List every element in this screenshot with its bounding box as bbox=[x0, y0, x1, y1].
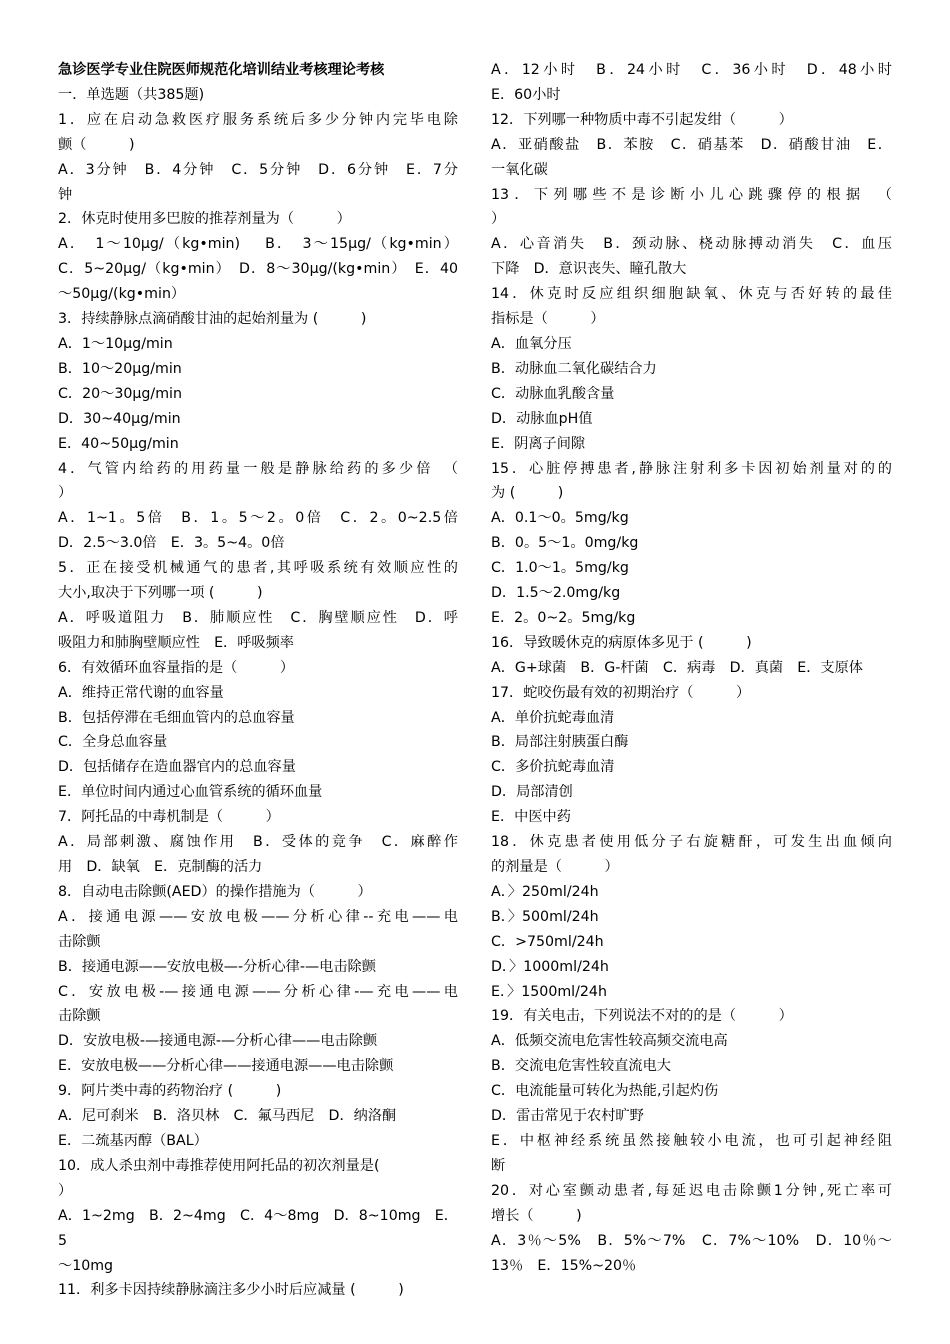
text-line: ～50μg/(kg•min） bbox=[58, 286, 186, 303]
text-line: 5．正在接受机械通气的患者,其呼吸系统有效顺应性的 bbox=[58, 560, 458, 577]
text-line: A．0.1～0。5mg/kg bbox=[491, 510, 629, 527]
text-line: C．多价抗蛇毒血清 bbox=[491, 759, 615, 776]
text-line: 下降 D．意识丧失、瞳孔散大 bbox=[491, 261, 687, 278]
text-line: 20．对心室颤动患者,每延迟电击除颤1分钟,死亡率可 bbox=[491, 1182, 892, 1199]
text-line: A．血氧分压 bbox=[491, 335, 572, 352]
text-line: D．包括储存在造血器官内的总血容量 bbox=[58, 759, 296, 776]
text-line: A．3分钟 B．4分钟 C．5分钟 D．6分钟 E．7分 bbox=[58, 161, 458, 178]
text-line: A．亚硝酸盐 B．苯胺 C．硝基苯 D．硝酸甘油 E． bbox=[491, 136, 892, 153]
text-line: C．1.0～1。5mg/kg bbox=[491, 560, 629, 577]
text-line: D．局部清创 bbox=[491, 784, 573, 801]
text-line: 9．阿片类中毒的药物治疗 ( ) bbox=[58, 1083, 282, 1100]
text-line: E．阴离子间隙 bbox=[491, 435, 586, 452]
text-line: ） bbox=[491, 211, 506, 228]
text-line: ） bbox=[58, 1182, 73, 1199]
left-column bbox=[58, 58, 458, 1303]
text-line: 2．休克时使用多巴胺的推荐剂量为（ ） bbox=[58, 211, 351, 228]
text-line: E．2。0~2。5mg/kg bbox=[491, 609, 636, 626]
text-line: E．60小时 bbox=[491, 86, 561, 103]
text-line: 6．有效循环血容量指的是（ ） bbox=[58, 659, 295, 676]
text-line: 断 bbox=[491, 1157, 506, 1174]
text-line: C．安放电极-—接通电源——分析心律-—充电——电 bbox=[58, 983, 458, 1000]
text-line: D．安放电极-—接通电源-—分析心律——电击除颤 bbox=[58, 1033, 378, 1050]
text-line: E．安放电极——分析心律——接通电源——电击除颤 bbox=[58, 1058, 394, 1075]
text-line: A．尼可刹米 B．洛贝林 C．氟马西尼 D．纳洛酮 bbox=[58, 1108, 397, 1125]
text-line: C．全身总血容量 bbox=[58, 734, 168, 751]
text-line: E．二巯基丙醇（BAL） bbox=[58, 1132, 208, 1149]
text-line: 一．单选题（共385题) bbox=[58, 86, 205, 103]
text-line: A．1～10μg/min bbox=[58, 335, 173, 352]
text-line: B．0。5～1。0mg/kg bbox=[491, 535, 639, 552]
text-line: C．动脉血乳酸含量 bbox=[491, 385, 615, 402]
text-line: E．中医中药 bbox=[491, 809, 571, 826]
text-line: 指标是（ ） bbox=[491, 311, 605, 328]
text-line: A．1~2mg B．2~4mg C．4～8mg D．8~10mg E．5 bbox=[58, 1207, 458, 1249]
text-line: A． 1～10μg/（kg•min) B． 3～15μg/（kg•min） bbox=[58, 236, 458, 253]
text-line: A．心音消失 B．颈动脉、桡动脉搏动消失 C．血压 bbox=[491, 236, 892, 253]
text-line: B．10～20μg/min bbox=[58, 360, 182, 377]
text-line: 1．应在启动急救医疗服务系统后多少分钟内完毕电除 bbox=[58, 111, 458, 128]
text-line: 吸阻力和肺胸壁顺应性 E．呼吸频率 bbox=[58, 634, 294, 651]
text-line: 大小,取决于下列哪一项 ( ) bbox=[58, 585, 263, 602]
document-title: 急诊医学专业住院医师规范化培训结业考核理论考核 bbox=[58, 62, 385, 78]
text-line: A．局部刺激、腐蚀作用 B．受体的竞争 C．麻醉作 bbox=[58, 834, 458, 851]
text-line: B．动脉血二氧化碳结合力 bbox=[491, 360, 657, 377]
text-line: D．30~40μg/min bbox=[58, 410, 181, 427]
text-line: C．5~20μg/（kg•min） D．8～30μg/(kg•min） E．40 bbox=[58, 261, 458, 278]
text-line: D．动脉血pH值 bbox=[491, 410, 593, 427]
text-line: E．〉1500ml/24h bbox=[491, 983, 607, 1000]
text-line: A．低频交流电危害性较高频交流电高 bbox=[491, 1033, 728, 1050]
text-line: C．>750ml/24h bbox=[491, 933, 604, 950]
text-line: D．1.5～2.0mg/kg bbox=[491, 585, 621, 602]
text-line: A．接通电源——安放电极——分析心律--充电——电 bbox=[58, 908, 458, 925]
text-line: 14．休克时反应组织细胞缺氧、休克与否好转的最佳 bbox=[491, 286, 892, 303]
text-line: B．局部注射胰蛋白酶 bbox=[491, 734, 629, 751]
text-line: A．1~1。5倍 B．1。5～2。0倍 C．2。0~2.5倍 bbox=[58, 510, 458, 527]
text-line: C．电流能量可转化为热能,引起灼伤 bbox=[491, 1083, 719, 1100]
text-line: B．交流电危害性较直流电大 bbox=[491, 1058, 671, 1075]
text-line: 18．休克患者使用低分子右旋糖酐，可发生出血倾向 bbox=[491, 834, 892, 851]
text-line: A．呼吸道阻力 B．肺顺应性 C．胸壁顺应性 D．呼 bbox=[58, 609, 458, 626]
text-line: 击除颤 bbox=[58, 933, 101, 950]
text-line: E．单位时间内通过心血管系统的循环血量 bbox=[58, 784, 323, 801]
text-line: E．40~50μg/min bbox=[58, 435, 179, 452]
text-line: 击除颤 bbox=[58, 1008, 101, 1025]
text-line: B．接通电源——安放电极—-分析心律-—电击除颤 bbox=[58, 958, 376, 975]
text-line: D．〉1000ml/24h bbox=[491, 958, 609, 975]
text-line: C．20～30μg/min bbox=[58, 385, 182, 402]
text-line: 13％ E．15%~20％ bbox=[491, 1257, 637, 1274]
text-line: 8．自动电击除颤(AED）的操作措施为（ ） bbox=[58, 883, 372, 900]
text-line: 一氧化碳 bbox=[491, 161, 548, 178]
text-line: B．包括停滞在毛细血管内的总血容量 bbox=[58, 709, 295, 726]
text-line: 用 D．缺氧 E．克制酶的活力 bbox=[58, 859, 263, 875]
text-line: 11．利多卡因持续静脉滴注多少小时后应减量 ( ) bbox=[58, 1282, 404, 1299]
text-line: A．3％～5% B．5%～7% C．7%～10% D．10％～ bbox=[491, 1232, 892, 1249]
text-line: 19．有关电击，下列说法不对的的是（ ） bbox=[491, 1008, 793, 1025]
right-column bbox=[491, 58, 892, 1278]
text-line: 15．心脏停搏患者,静脉注射利多卡因初始剂量对的的 bbox=[491, 460, 892, 477]
text-line: B．〉500ml/24h bbox=[491, 908, 599, 925]
text-line: 16．导致暖休克的病原体多见于 ( ) bbox=[491, 634, 752, 651]
text-line: 颤（ ) bbox=[58, 136, 135, 153]
text-line: A．〉250ml/24h bbox=[491, 883, 599, 900]
text-line: 12．下列哪一种物质中毒不引起发绀（ ） bbox=[491, 111, 793, 128]
text-line: 4．气管内给药的用药量一般是静脉给药的多少倍 （ bbox=[58, 460, 458, 477]
text-line: 17．蛇咬伤最有效的初期治疗（ ） bbox=[491, 684, 751, 701]
text-line: A．G+球菌 B．G-杆菌 C．病毒 D．真菌 E．支原体 bbox=[491, 659, 863, 676]
text-line: 10．成人杀虫剂中毒推荐使用阿托品的初次剂量是( bbox=[58, 1157, 380, 1174]
text-line: 增长（ ) bbox=[491, 1207, 582, 1224]
text-line: 钟 bbox=[58, 186, 73, 203]
text-line: E．中枢神经系统虽然接触较小电流，也可引起神经阻 bbox=[491, 1132, 892, 1149]
text-line: A．12小时 B．24小时 C．36小时 D．48小时 bbox=[491, 62, 892, 78]
text-line: ） bbox=[58, 485, 73, 502]
text-line: 3．持续静脉点滴硝酸甘油的起始剂量为 ( ) bbox=[58, 311, 367, 328]
text-line: D．2.5～3.0倍 E．3。5~4。0倍 bbox=[58, 535, 285, 552]
text-line: ～10mg bbox=[58, 1257, 114, 1274]
text-line: 7．阿托品的中毒机制是（ ） bbox=[58, 809, 280, 826]
text-line: A．维持正常代谢的血容量 bbox=[58, 684, 224, 701]
text-line: A．单价抗蛇毒血清 bbox=[491, 709, 615, 726]
text-line: 为 ( ) bbox=[491, 485, 564, 502]
text-line: D．雷击常见于农村旷野 bbox=[491, 1108, 644, 1125]
text-line: 13．下列哪些不是诊断小儿心跳骤停的根据 （ bbox=[491, 186, 892, 203]
text-line: 的剂量是（ ） bbox=[491, 859, 619, 875]
